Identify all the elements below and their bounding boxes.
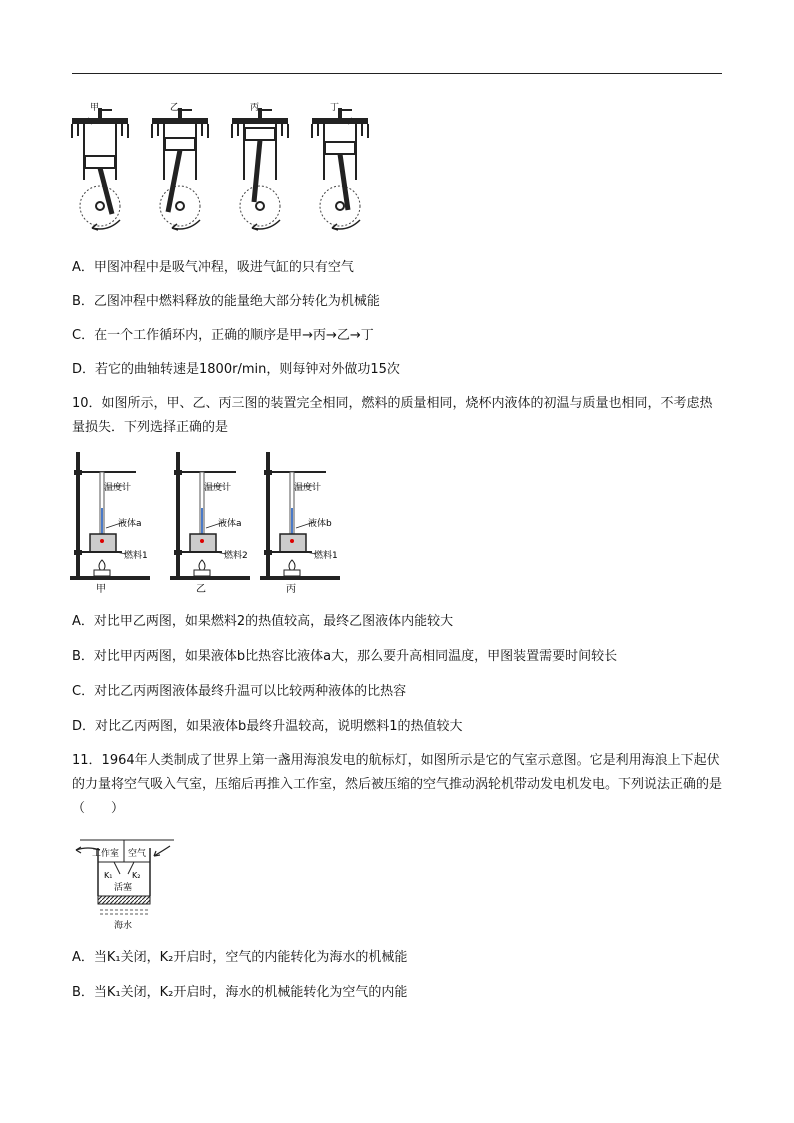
k1-label: K₁ [104,871,113,880]
q11-stem: 11．1964年人类制成了世界上第一盏用海浪发电的航标灯，如图所示是它的气室示意图。它是利用海浪上下起伏的力量将空气吸入气室，压缩后再推入工作室，然后被压缩的空气推动涡轮机带动发电机发电。下列说法正确的是（ ） [72,753,723,816]
thermometer-label-3: 温度计 [294,483,322,493]
fuel-label-1: 燃料1 [124,551,148,561]
fuel-label-3: 燃料1 [314,551,338,561]
q10-option-a: A．对比甲乙两图，如果燃料2的热值较高，最终乙图液体内能较大 [72,614,454,629]
fuel-label-2: 燃料2 [224,551,248,561]
setup-caption-3: 丙 [286,584,296,595]
liquid-label-1: 液体a [118,519,142,529]
thermometer-label-2: 温度计 [204,483,232,493]
engine-label-4: 丁 [330,103,340,113]
q11-option-b: B．当K₁关闭，K₂开启时，海水的机械能转化为空气的内能 [72,985,408,1000]
q11-option-a: A．当K₁关闭，K₂开启时，空气的内能转化为海水的机械能 [72,950,408,965]
thermometer-label-1: 温度计 [104,483,132,493]
q9-option-b: B．乙图冲程中燃料释放的能量绝大部分转化为机械能 [72,294,380,309]
engine-label-2: 乙 [170,103,180,113]
q9-option-d: D．若它的曲轴转速是1800r/min，则每钟对外做功15次 [72,362,400,377]
q10-stem: 10．如图所示，甲、乙、丙三图的装置完全相同，燃料的质量相同，烧杯内液体的初温与质量也相同，不考虑热量损失．下列选择正确的是 [72,396,713,435]
engine-label-1: 甲 [90,103,100,113]
header-rule [72,73,722,74]
q10-option-c: C．对比乙丙两图液体最终升温可以比较两种液体的比热容 [72,684,407,699]
k2-label: K₂ [132,871,141,880]
q9-option-a: A．甲图冲程中是吸气冲程，吸进气缸的只有空气 [72,260,354,275]
heating-apparatus-figure [70,448,370,598]
engine-label-3: 丙 [250,103,260,113]
q9-option-c: C．在一个工作循环内，正确的顺序是甲→丙→乙→丁 [72,328,374,343]
q10-option-d: D．对比乙丙两图，如果液体b最终升温较高，说明燃料1的热值较大 [72,719,463,734]
liquid-label-2: 液体a [218,519,242,529]
air-chamber-figure [70,836,180,934]
setup-caption-2: 乙 [196,584,206,595]
q10-option-b: B．对比甲丙两图，如果液体b比热容比液体a大，那么要升高相同温度，甲图装置需要时间较长 [72,649,618,664]
engine-strokes-figure [68,98,388,238]
air-label: 空气 [128,849,147,859]
seawater-label: 海水 [114,921,133,931]
work-room-label: 工作室 [92,849,120,859]
piston-label: 活塞 [114,883,133,893]
liquid-label-3: 液体b [308,519,332,529]
setup-caption-1: 甲 [96,584,106,595]
